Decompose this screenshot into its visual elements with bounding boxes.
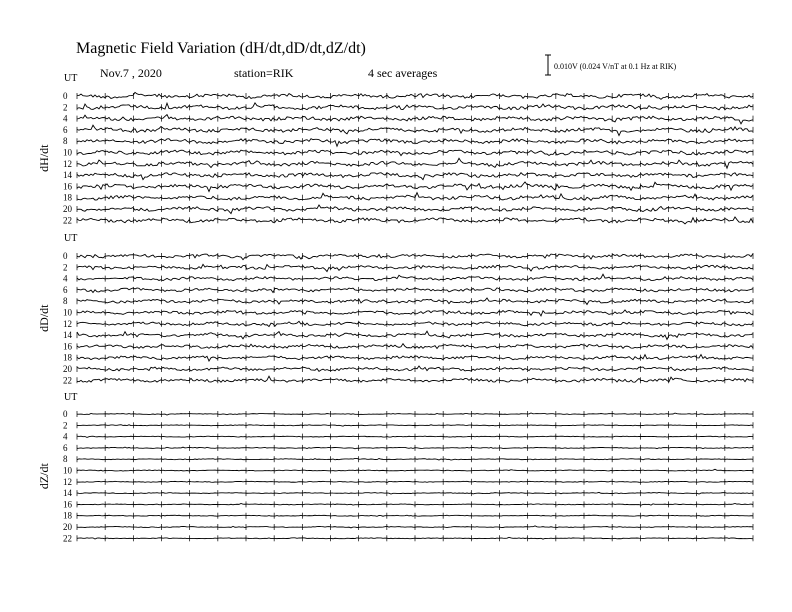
panel-ylabel: dZ/dt <box>37 463 51 490</box>
row-label: 16 <box>63 181 72 192</box>
row-label: 22 <box>63 215 72 226</box>
row-label: 0 <box>63 91 68 101</box>
row-label: 22 <box>63 533 72 544</box>
panel-2 <box>37 392 753 543</box>
panel-ylabel: dH/dt <box>37 144 51 172</box>
row-label: 8 <box>63 296 68 307</box>
row-label: 14 <box>63 330 72 341</box>
row-label: 18 <box>63 192 72 203</box>
panels <box>37 73 753 543</box>
row-label: 18 <box>63 352 72 363</box>
row-label: 8 <box>63 136 68 147</box>
station-label: station=RIK <box>234 66 294 80</box>
row-label: 14 <box>63 170 72 181</box>
averaging-label: 4 sec averages <box>368 66 438 80</box>
row-label: 22 <box>63 375 72 386</box>
ut-label: UT <box>64 392 78 403</box>
ut-label: UT <box>64 73 78 84</box>
row-label: 10 <box>63 307 72 318</box>
row-label: 18 <box>63 510 72 521</box>
row-label: 4 <box>63 431 68 442</box>
row-label: 10 <box>63 465 72 476</box>
row-label: 14 <box>63 488 72 499</box>
row-label: 12 <box>63 476 72 487</box>
scale-bar-label: 0.010V (0.024 V/nT at 0.1 Hz at RIK) <box>554 62 677 71</box>
row-label: 16 <box>63 499 72 510</box>
chart-title: Magnetic Field Variation (dH/dt,dD/dt,dZ/dt) <box>76 40 366 57</box>
row-label: 16 <box>63 341 72 352</box>
ut-label: UT <box>64 233 78 244</box>
row-label: 10 <box>63 147 72 158</box>
row-label: 8 <box>63 454 68 465</box>
row-label: 2 <box>63 262 68 273</box>
row-label: 2 <box>63 420 68 431</box>
row-label: 20 <box>63 204 72 214</box>
row-label: 6 <box>63 442 68 453</box>
row-label: 12 <box>63 318 72 329</box>
row-label: 0 <box>63 409 68 419</box>
row-label: 20 <box>63 522 72 532</box>
row-label: 4 <box>63 273 68 284</box>
date-label: Nov.7 , 2020 <box>100 66 162 80</box>
panel-1 <box>37 233 753 385</box>
row-label: 12 <box>63 158 72 169</box>
row-label: 4 <box>63 113 68 124</box>
row-label: 0 <box>63 251 68 261</box>
row-label: 20 <box>63 364 72 374</box>
row-label: 6 <box>63 284 68 295</box>
scale-bar <box>545 55 677 75</box>
panel-0 <box>37 73 753 225</box>
panel-ylabel: dD/dt <box>37 304 51 332</box>
row-label: 6 <box>63 124 68 135</box>
row-label: 2 <box>63 102 68 113</box>
